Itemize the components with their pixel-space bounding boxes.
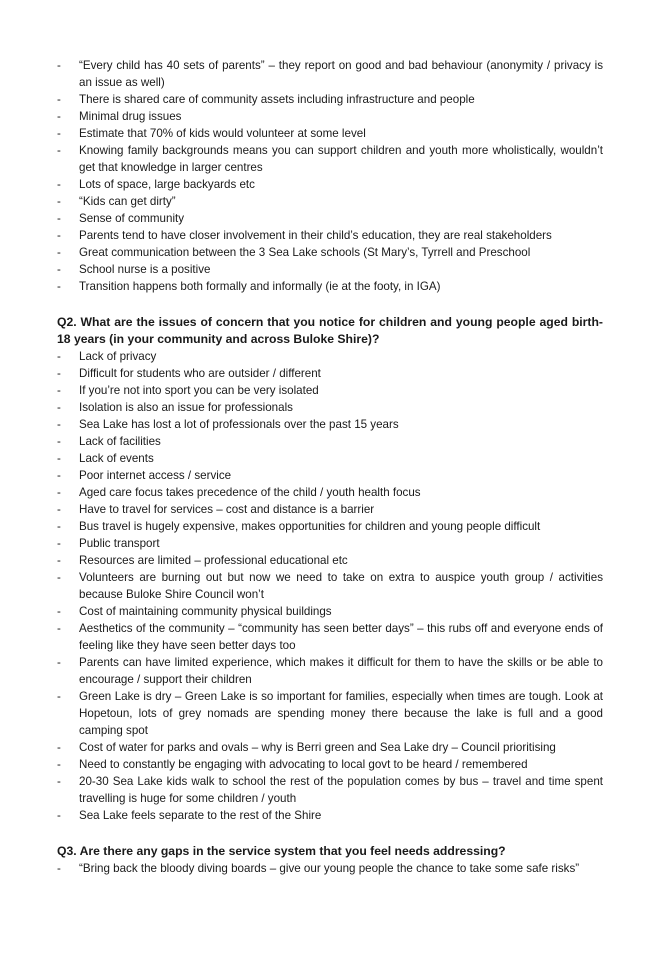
q2-bullet-item	[57, 569, 603, 603]
bullet-dash: -	[57, 401, 61, 414]
bullet-text: Transition happens both formally and informally (ie at the footy, in IGA)	[79, 280, 441, 293]
q2-bullet-item	[57, 484, 603, 501]
bullet-dash: -	[57, 605, 61, 618]
bullet-text: There is shared care of community assets including infrastructure and people	[79, 93, 475, 106]
bullet-dash: -	[57, 384, 61, 397]
bullet-dash: -	[57, 537, 61, 550]
q2-bullet-item	[57, 739, 603, 756]
bullet-dash: -	[57, 758, 61, 771]
bullet-text: Great communication between the 3 Sea Lake schools (St Mary’s, Tyrrell and Preschool	[79, 246, 531, 259]
q2-heading: Q2. What are the issues of concern that you notice for children and young people aged birth-18 years (in your community and across Buloke Shire)?	[57, 315, 603, 346]
q1-bullet-item	[57, 210, 603, 227]
q2-bullet-item	[57, 654, 603, 688]
q2-bullet-item	[57, 399, 603, 416]
q1-bullet-item	[57, 125, 603, 142]
q1-bullet-item	[57, 176, 603, 193]
bullet-dash: -	[57, 127, 61, 140]
q1-bullet-item	[57, 261, 603, 278]
bullet-text: Bus travel is hugely expensive, makes opportunities for children and young people difficult	[79, 520, 541, 533]
bullet-dash: -	[57, 809, 61, 822]
bullet-dash: -	[57, 212, 61, 225]
bullet-dash: -	[57, 178, 61, 191]
bullet-text: Sea Lake has lost a lot of professionals over the past 15 years	[79, 418, 399, 431]
bullet-text: Lack of facilities	[79, 435, 161, 448]
q1-bullet-item	[57, 193, 603, 210]
bullet-dash: -	[57, 862, 61, 875]
bullet-text: Estimate that 70% of kids would volunteer at some level	[79, 127, 366, 140]
bullet-text: “Bring back the bloody diving boards – give our young people the chance to take some safe risks”	[79, 862, 580, 875]
bullet-text: Lack of events	[79, 452, 154, 465]
bullet-text: Minimal drug issues	[79, 110, 182, 123]
bullet-text: Knowing family backgrounds means you can support children and youth more wholistically, wouldn’t get that knowledge in larger centres	[79, 144, 603, 174]
q3-bullet-item	[57, 860, 603, 877]
q1-bullet-item	[57, 108, 603, 125]
q1-bullet-list	[57, 57, 603, 295]
bullet-text: Sense of community	[79, 212, 185, 225]
bullet-text: Parents tend to have closer involvement in their child’s education, they are real stakeholders	[79, 229, 552, 242]
bullet-text: Have to travel for services – cost and distance is a barrier	[79, 503, 375, 516]
q2-bullet-item	[57, 807, 603, 824]
q2-bullet-item	[57, 773, 603, 807]
q2-bullet-item	[57, 688, 603, 739]
q2-bullet-item	[57, 433, 603, 450]
q2-bullet-list	[57, 348, 603, 824]
bullet-text: 20-30 Sea Lake kids walk to school the rest of the population comes by bus – travel and time spent travelling is huge for some children / youth	[79, 775, 603, 805]
bullet-dash: -	[57, 622, 61, 635]
bullet-dash: -	[57, 195, 61, 208]
bullet-text: Isolation is also an issue for professionals	[79, 401, 293, 414]
bullet-dash: -	[57, 554, 61, 567]
bullet-dash: -	[57, 110, 61, 123]
bullet-dash: -	[57, 367, 61, 380]
bullet-text: Difficult for students who are outsider / different	[79, 367, 321, 380]
q1-bullet-item	[57, 227, 603, 244]
bullet-text: Green Lake is dry – Green Lake is so important for families, especially when times are tough. Look at Hopetoun, lots of grey nomads are spending money there because the lake is full and a good camping spot	[79, 690, 603, 737]
bullet-text: School nurse is a positive	[79, 263, 211, 276]
bullet-dash: -	[57, 656, 61, 669]
q1-bullet-item	[57, 244, 603, 261]
bullet-dash: -	[57, 144, 61, 157]
q2-bullet-item	[57, 603, 603, 620]
bullet-dash: -	[57, 59, 61, 72]
bullet-dash: -	[57, 741, 61, 754]
bullet-dash: -	[57, 571, 61, 584]
q2-bullet-item	[57, 501, 603, 518]
bullet-dash: -	[57, 350, 61, 363]
bullet-text: Public transport	[79, 537, 160, 550]
bullet-dash: -	[57, 690, 61, 703]
bullet-text: Sea Lake feels separate to the rest of the Shire	[79, 809, 322, 822]
q3-bullet-list	[57, 860, 603, 877]
bullet-dash: -	[57, 452, 61, 465]
bullet-text: “Every child has 40 sets of parents” – they report on good and bad behaviour (anonymity / privacy is an issue as well)	[79, 59, 603, 89]
section-q1	[57, 57, 603, 295]
bullet-text: If you’re not into sport you can be very isolated	[79, 384, 319, 397]
bullet-text: Cost of water for parks and ovals – why is Berri green and Sea Lake dry – Council prioritising	[79, 741, 556, 754]
bullet-dash: -	[57, 280, 61, 293]
q2-bullet-item	[57, 365, 603, 382]
bullet-text: Aesthetics of the community – “community has seen better days” – this rubs off and everyone ends of feeling like they have seen better days too	[79, 622, 603, 652]
q2-bullet-item	[57, 552, 603, 569]
q1-bullet-item	[57, 142, 603, 176]
q2-bullet-item	[57, 756, 603, 773]
bullet-text: Cost of maintaining community physical buildings	[79, 605, 332, 618]
bullet-dash: -	[57, 775, 61, 788]
q3-heading: Q3. Are there any gaps in the service system that you feel needs addressing?	[57, 844, 506, 858]
q2-bullet-item	[57, 348, 603, 365]
q2-bullet-item	[57, 620, 603, 654]
bullet-text: Need to constantly be engaging with advocating to local govt to be heard / remembered	[79, 758, 528, 771]
bullet-dash: -	[57, 418, 61, 431]
bullet-dash: -	[57, 229, 61, 242]
bullet-text: Volunteers are burning out but now we need to take on extra to auspice youth group / activities because Buloke Shire Council won’t	[79, 571, 603, 601]
q2-bullet-item	[57, 450, 603, 467]
bullet-dash: -	[57, 246, 61, 259]
bullet-text: Lots of space, large backyards etc	[79, 178, 255, 191]
q1-bullet-item	[57, 278, 603, 295]
bullet-dash: -	[57, 469, 61, 482]
bullet-text: Parents can have limited experience, which makes it difficult for them to have the skills or be able to encourage / support their children	[79, 656, 603, 686]
bullet-text: Aged care focus takes precedence of the child / youth health focus	[79, 486, 421, 499]
q2-bullet-item	[57, 382, 603, 399]
bullet-dash: -	[57, 486, 61, 499]
bullet-dash: -	[57, 503, 61, 516]
section-q3	[57, 843, 603, 877]
bullet-dash: -	[57, 263, 61, 276]
q2-bullet-item	[57, 467, 603, 484]
q2-bullet-item	[57, 518, 603, 535]
bullet-text: Resources are limited – professional educational etc	[79, 554, 348, 567]
bullet-text: “Kids can get dirty”	[79, 195, 176, 208]
q2-bullet-item	[57, 535, 603, 552]
bullet-dash: -	[57, 520, 61, 533]
section-q2	[57, 314, 603, 824]
bullet-dash: -	[57, 435, 61, 448]
q1-bullet-item	[57, 91, 603, 108]
q1-bullet-item	[57, 57, 603, 91]
bullet-text: Lack of privacy	[79, 350, 157, 363]
q2-bullet-item	[57, 416, 603, 433]
bullet-dash: -	[57, 93, 61, 106]
bullet-text: Poor internet access / service	[79, 469, 232, 482]
